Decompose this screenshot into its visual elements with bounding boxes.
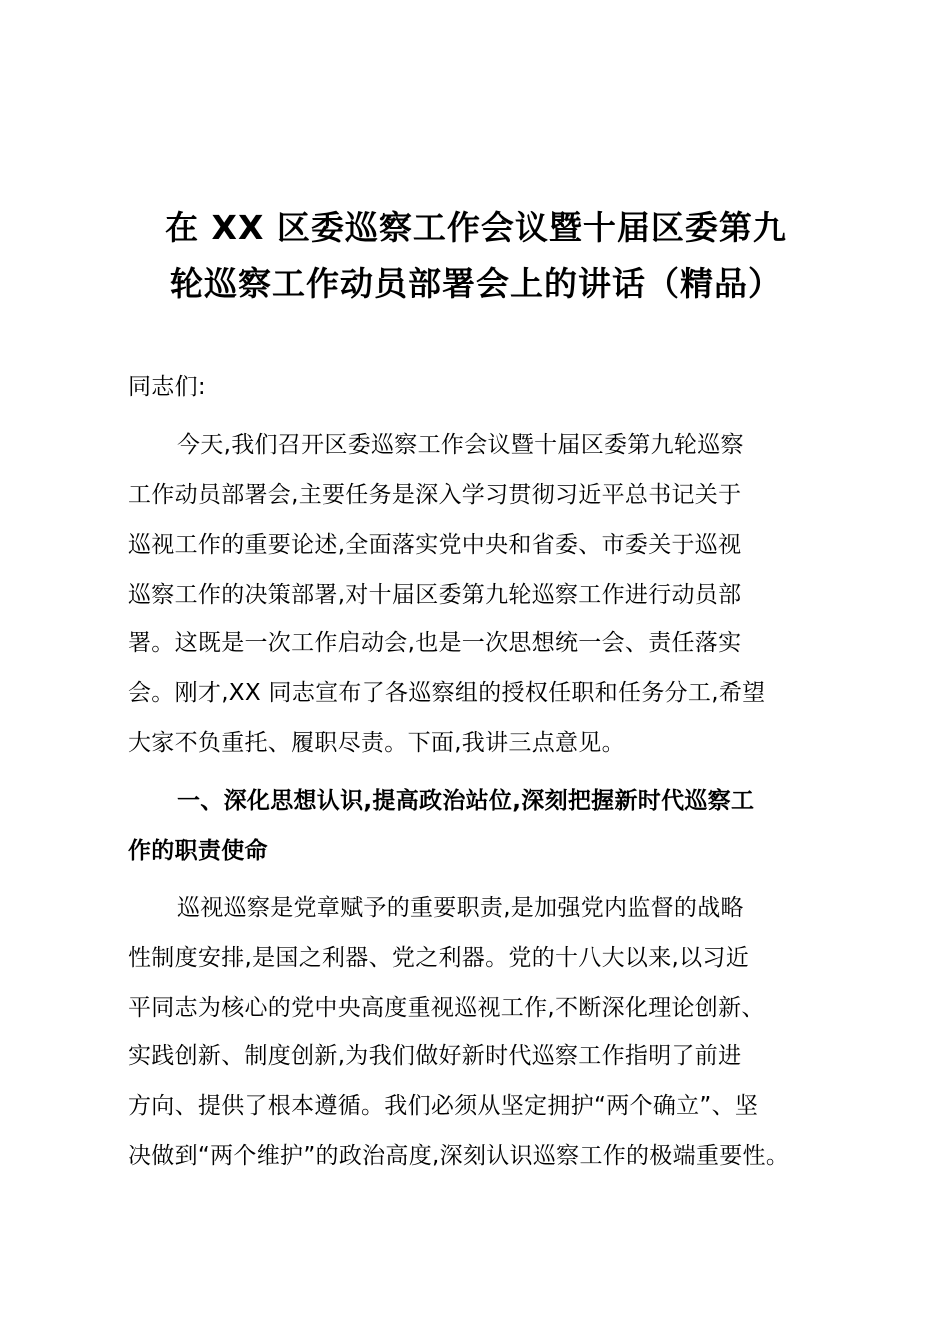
paragraph-line: 今天,我们召开区委巡察工作会议暨十届区委第九轮巡察 — [177, 432, 744, 458]
document-title — [120, 200, 832, 312]
paragraph-line: 署。这既是一次工作启动会,也是一次思想统一会、责任落实 — [128, 630, 742, 656]
title-line: 在 XX 区委巡察工作会议暨十届区委第九 — [165, 208, 787, 247]
heading-line: 作的职责使命 — [128, 838, 268, 864]
paragraph-line: 会。刚才,XX 同志宣布了各巡察组的授权任职和任务分工,希望 — [128, 680, 766, 706]
title-line: 轮巡察工作动员部署会上的讲话（精品） — [170, 264, 782, 303]
paragraph-line: 巡察工作的决策部署,对十届区委第九轮巡察工作进行动员部 — [128, 582, 742, 608]
paragraph-line: 性制度安排,是国之利器、党之利器。党的十八大以来,以习近 — [128, 945, 750, 971]
salutation: 同志们: — [128, 374, 206, 400]
heading-line: 一、深化思想认识,提高政治站位,深刻把握新时代巡察工 — [177, 788, 755, 814]
paragraph-line: 平同志为核心的党中央高度重视巡视工作,不断深化理论创新、 — [128, 995, 765, 1021]
paragraph-line: 实践创新、制度创新,为我们做好新时代巡察工作指明了前进 — [128, 1043, 742, 1069]
paragraph-line: 巡视巡察是党章赋予的重要职责,是加强党内监督的战略 — [177, 895, 744, 921]
paragraph-line: 方向、提供了根本遵循。我们必须从坚定拥护“两个确立”、坚 — [128, 1093, 759, 1119]
paragraph-line: 巡视工作的重要论述,全面落实党中央和省委、市委关于巡视 — [128, 532, 742, 558]
paragraph-line: 工作动员部署会,主要任务是深入学习贯彻习近平总书记关于 — [128, 482, 742, 508]
paragraph-line: 决做到“两个维护”的政治高度,深刻认识巡察工作的极端重要性。 — [128, 1143, 790, 1169]
paragraph-line: 大家不负重托、履职尽责。下面,我讲三点意见。 — [128, 730, 625, 756]
